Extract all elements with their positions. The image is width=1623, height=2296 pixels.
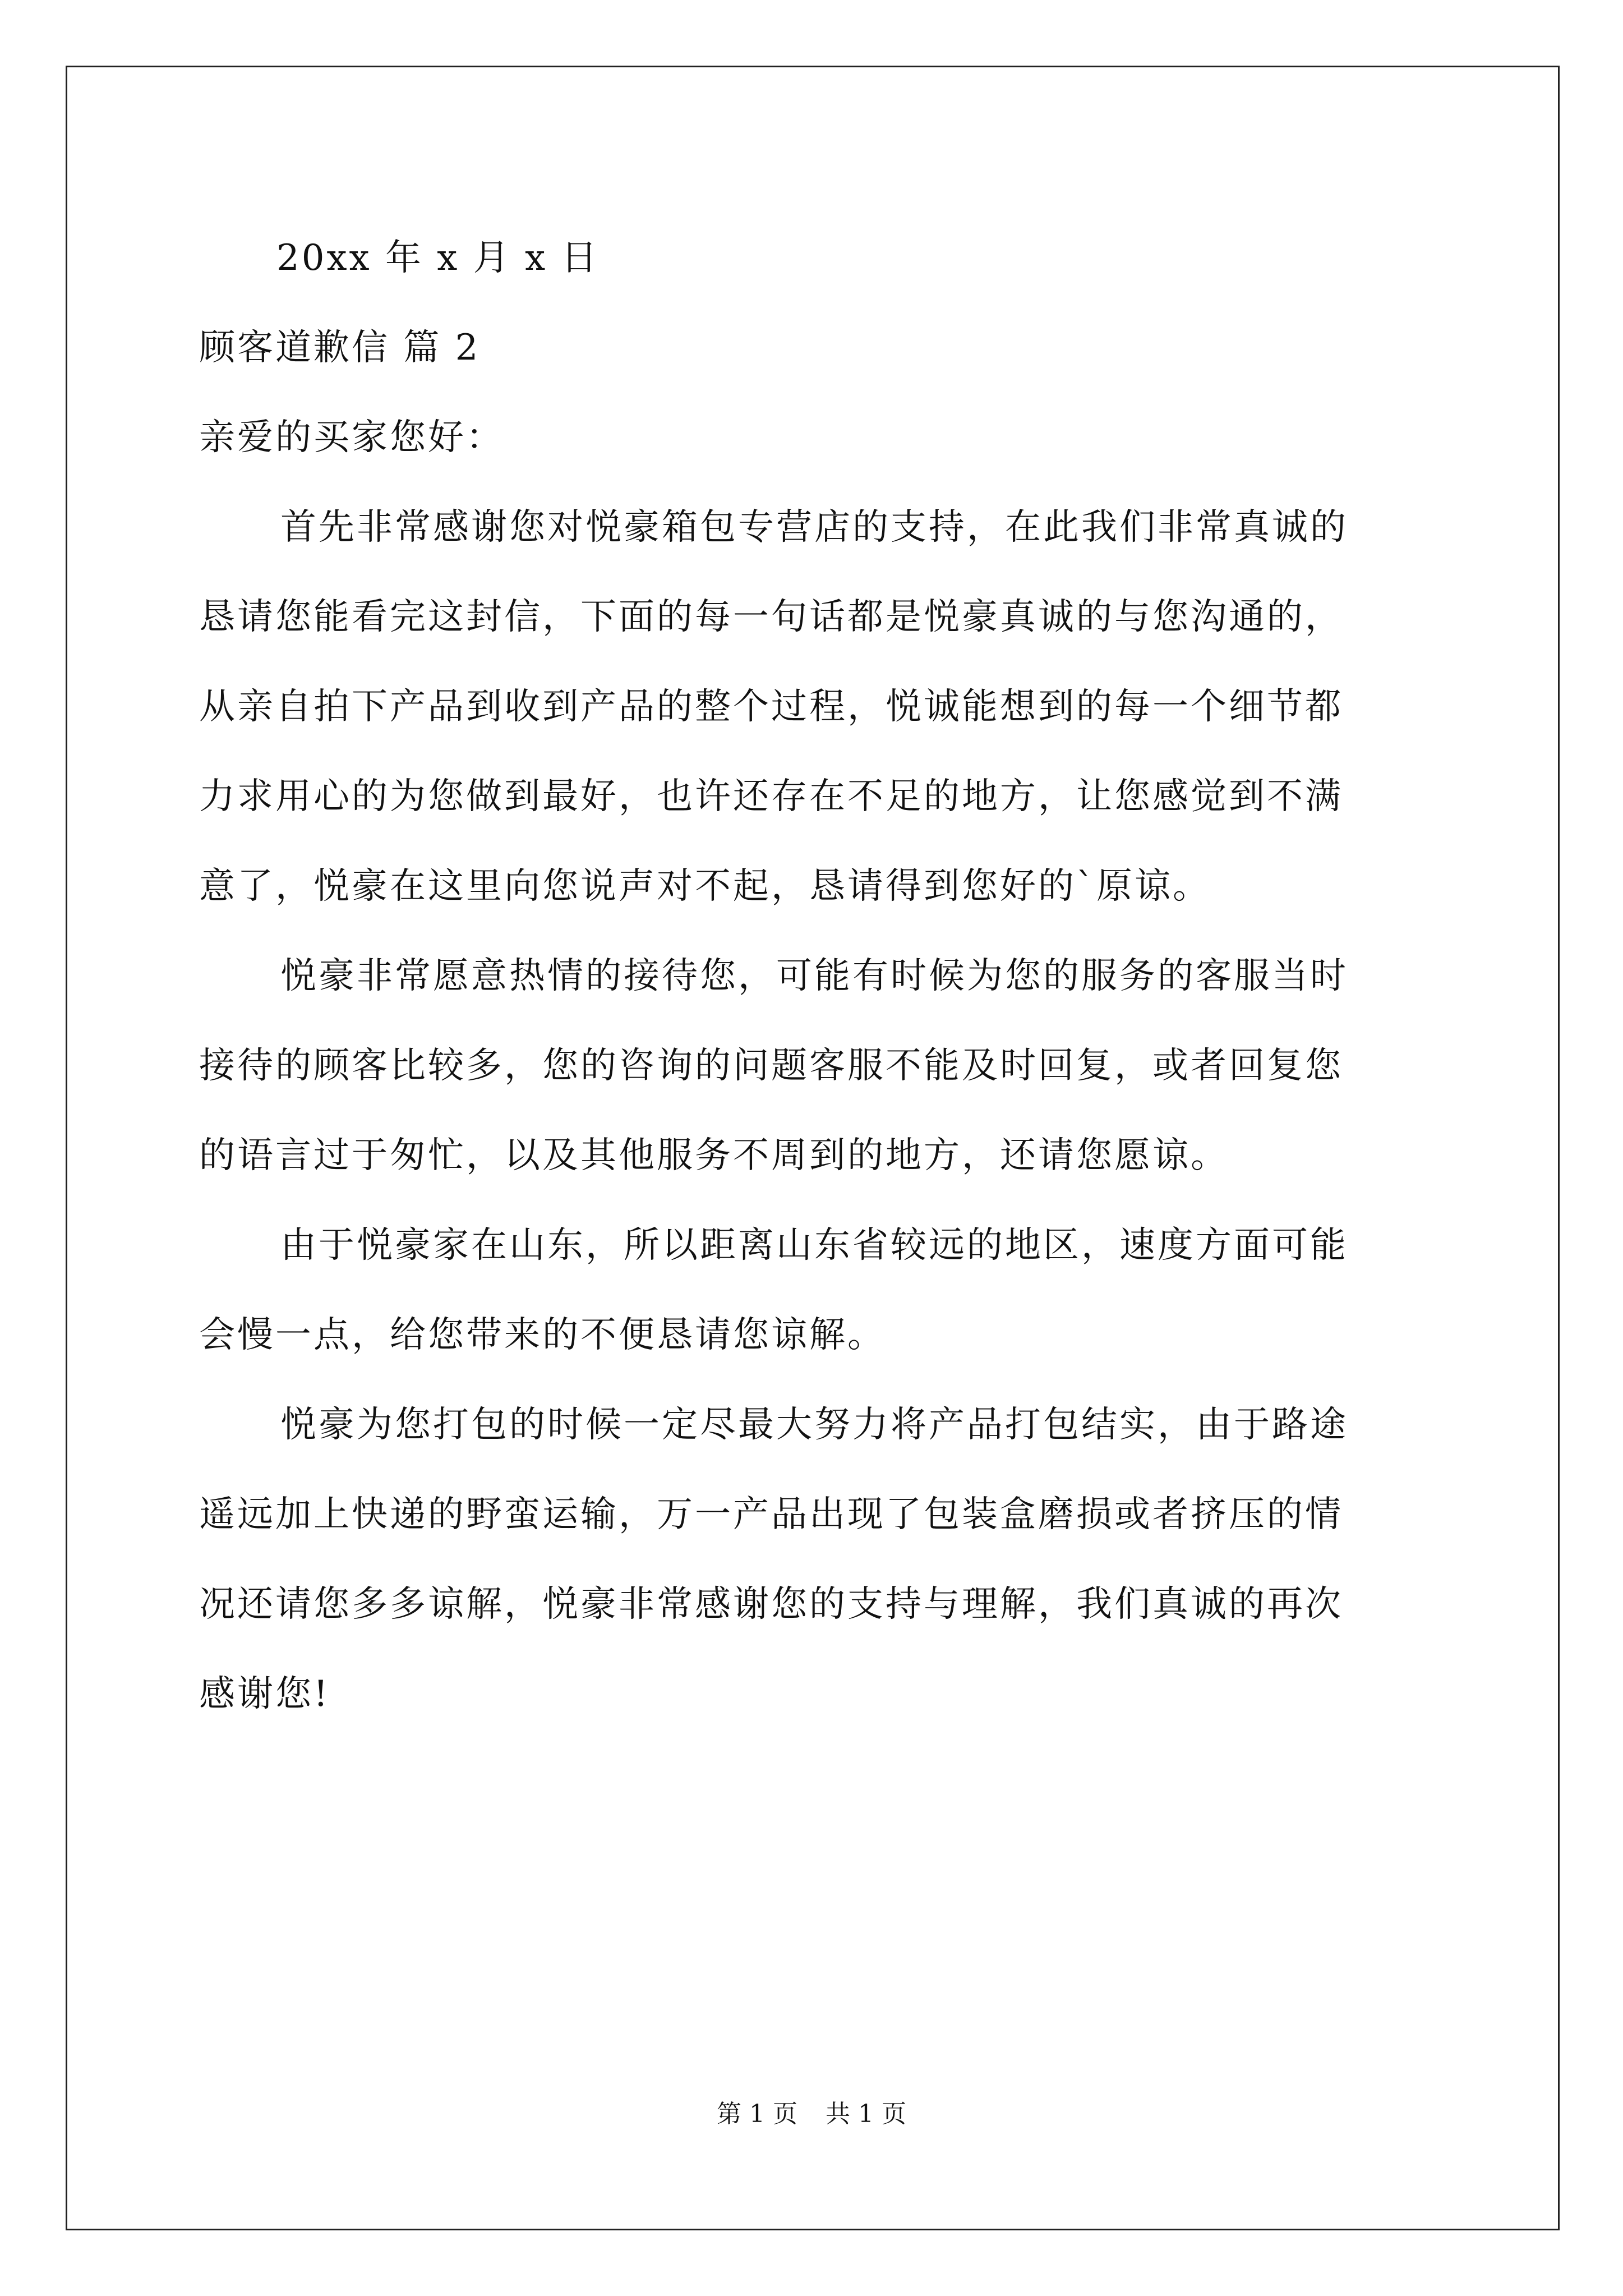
- paragraph-1: [199, 482, 1433, 931]
- paragraph-line: 感谢您!: [199, 1673, 330, 1715]
- paragraph-line: 首先非常感谢您对悦豪箱包专营店的支持，在此我们非常真诚的: [280, 507, 1348, 548]
- letter-body: [199, 213, 1433, 1739]
- page-footer: [0, 2093, 1623, 2129]
- paragraph-line: 从亲自拍下产品到收到产品的整个过程，悦诚能想到的每一个细节都: [199, 686, 1343, 728]
- paragraph-line: 况还请您多多谅解，悦豪非常感谢您的支持与理解，我们真诚的再次: [199, 1584, 1343, 1625]
- paragraph-line: 会慢一点，给您带来的不便恳请您谅解。: [199, 1314, 886, 1356]
- paragraph-line: 由于悦豪家在山东，所以距离山东省较远的地区，速度方面可能: [280, 1225, 1348, 1266]
- greeting: 亲爱的买家您好：: [199, 417, 504, 458]
- paragraph-3: [199, 1200, 1433, 1380]
- letter-title: 顾客道歉信 篇 2: [199, 327, 481, 369]
- paragraph-line: 恳请您能看完这封信，下面的每一句话都是悦豪真诚的与您沟通的，: [199, 596, 1343, 638]
- paragraph-line: 遥远加上快递的野蛮运输，万一产品出现了包装盒磨损或者挤压的情: [199, 1494, 1343, 1535]
- paragraph-line: 接待的顾客比较多，您的咨询的问题客服不能及时回复，或者回复您: [199, 1045, 1343, 1087]
- paragraph-line: 的语言过于匆忙，以及其他服务不周到的地方，还请您愿谅。: [199, 1135, 1229, 1176]
- paragraph-line: 力求用心的为您做到最好，也许还存在不足的地方，让您感觉到不满: [199, 776, 1343, 817]
- paragraph-4: [199, 1380, 1433, 1739]
- paragraph-2: [199, 931, 1433, 1200]
- page-number: 第 1 页: [717, 2100, 797, 2128]
- date-line: 20xx 年 x 月 x 日: [276, 237, 600, 279]
- paragraph-line: 悦豪为您打包的时候一定尽最大努力将产品打包结实，由于路途: [280, 1404, 1348, 1446]
- paragraph-line: 意了，悦豪在这里向您说声对不起，恳请得到您好的`原谅。: [199, 866, 1211, 907]
- paragraph-line: 悦豪非常愿意热情的接待您，可能有时候为您的服务的客服当时: [280, 955, 1348, 997]
- page-total: 共 1 页: [826, 2100, 906, 2128]
